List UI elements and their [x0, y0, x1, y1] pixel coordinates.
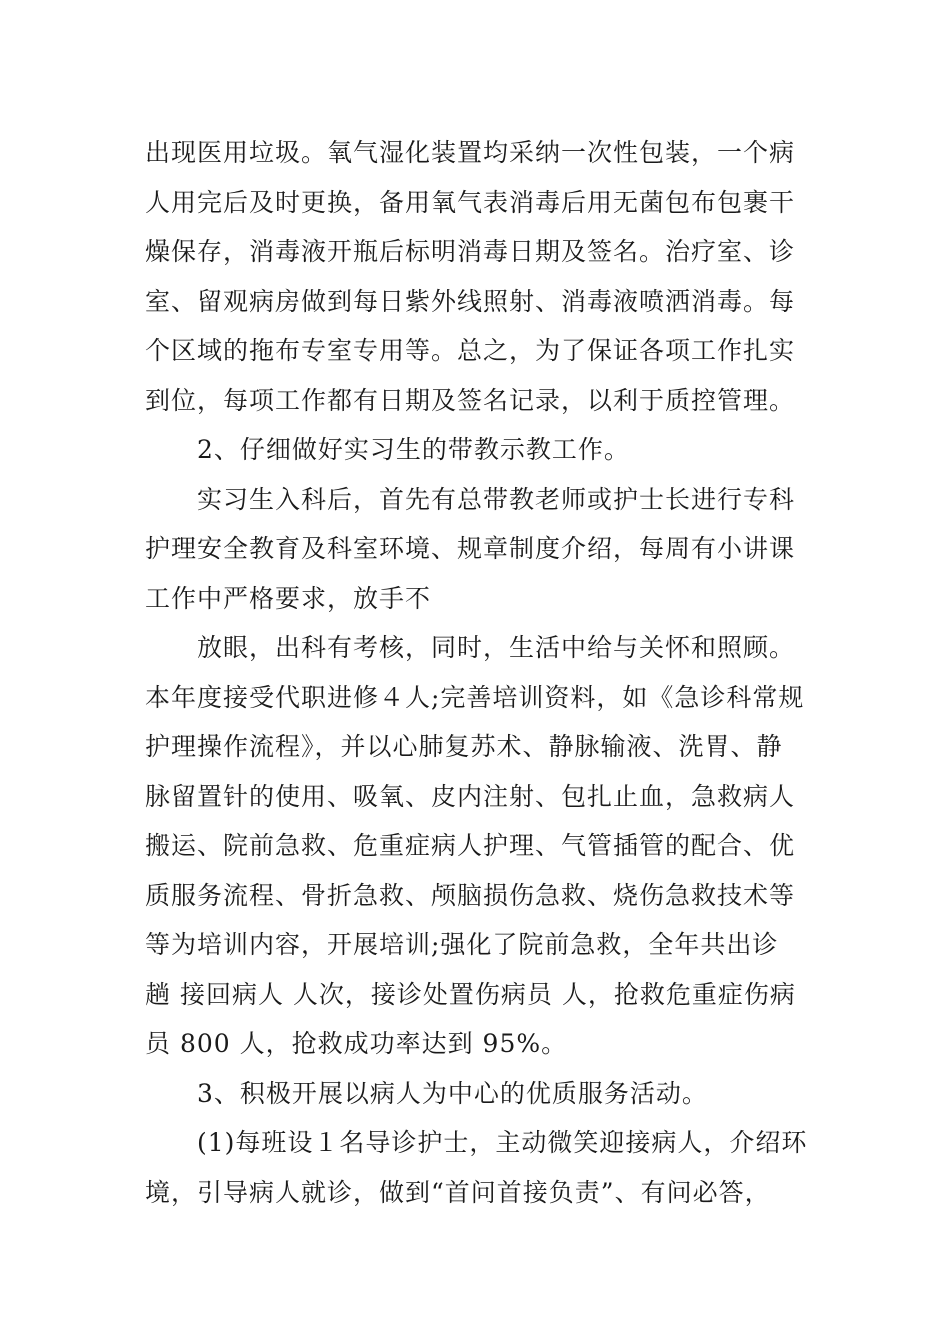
- text-line: 护理操作流程》，并以心肺复苏术、静脉输液、洗胃、静: [145, 732, 783, 761]
- text-line: 护理安全教育及科室环境、规章制度介绍，每周有小讲课: [145, 534, 796, 563]
- paragraph-start: 实习生入科后，首先有总带教老师或护士长进行专科: [197, 484, 796, 514]
- text-line: 燥保存，消毒液开瓶后标明消毒日期及签名。治疗室、诊: [145, 237, 796, 266]
- text-line: 员 800 人，抢救成功率达到 95%。: [145, 1029, 568, 1058]
- text-line: 本年度接受代职进修４人;完善培训资料，如《急诊科常规: [145, 682, 805, 712]
- text-line: 出现医用垃圾。氧气湿化装置均采纳一次性包装，一个病: [145, 138, 796, 167]
- text-line: 工作中严格要求，放手不: [145, 583, 432, 613]
- text-line: 个区域的拖布专室专用等。总之，为了保证各项工作扎实: [145, 336, 796, 365]
- text-line: 境，引导病人就诊，做到“首问首接负责”、有问必答，: [145, 1177, 771, 1207]
- text-line: 人用完后及时更换，备用氧气表消毒后用无菌包布包裹干: [145, 187, 796, 217]
- text-line: 到位，每项工作都有日期及签名记录，以利于质控管理。: [145, 385, 796, 415]
- text-line: 脉留置针的使用、吸氧、皮内注射、包扎止血，急救病人: [145, 781, 796, 811]
- text-line: 等为培训内容，开展培训;强化了院前急救，全年共出诊: [145, 930, 779, 959]
- paragraph-start: (1)每班设１名导诊护士，主动微笑迎接病人，介绍环: [197, 1128, 808, 1157]
- document-body: [145, 128, 815, 1217]
- text-line: 质服务流程、骨折急救、颅脑损伤急救、烧伤急救技术等: [145, 880, 796, 910]
- text-line: 搬运、院前急救、危重症病人护理、气管插管的配合、优: [145, 831, 796, 860]
- section-heading: 3、积极开展以病人为中心的优质服务活动。: [197, 1078, 708, 1108]
- text-line: 室、留观病房做到每日紫外线照射、消毒液喷洒消毒。每: [145, 286, 796, 316]
- paragraph-start: 放眼，出科有考核，同时，生活中给与关怀和照顾。: [197, 633, 796, 662]
- section-heading: 2、仔细做好实习生的带教示教工作。: [197, 435, 630, 464]
- text-line: 趟 接回病人 人次，接诊处置伤病员 人，抢救危重症伤病: [145, 979, 796, 1009]
